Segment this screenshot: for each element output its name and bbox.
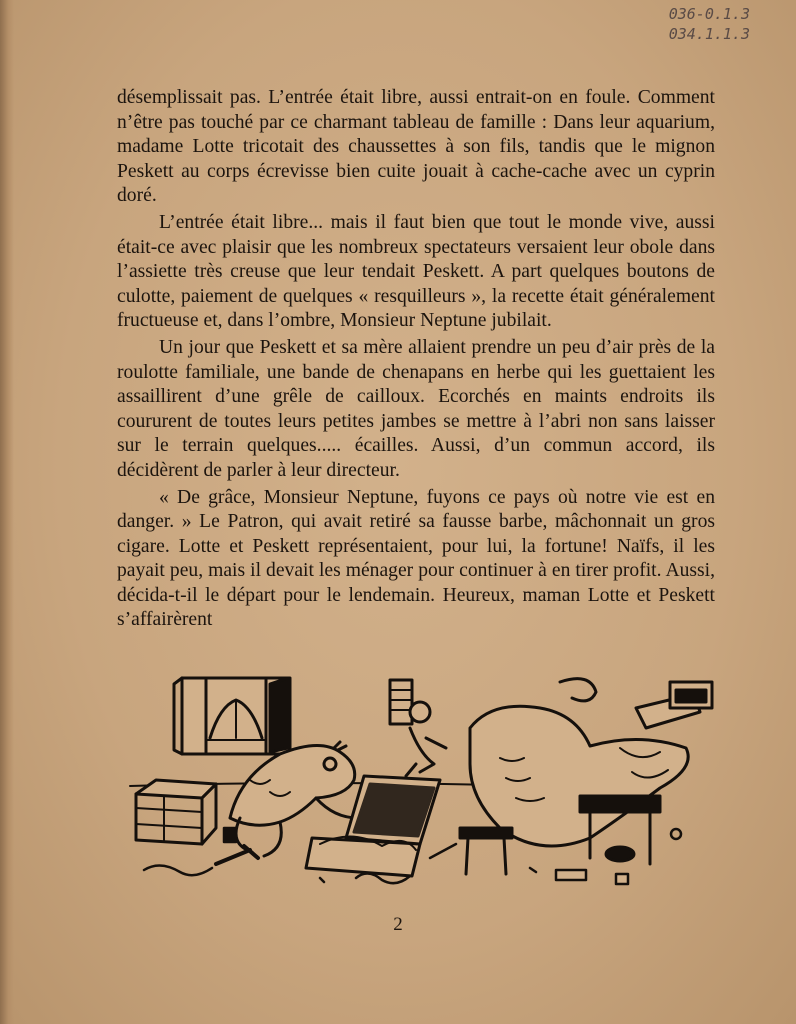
crate-drawing (136, 780, 216, 844)
packing-illustration (120, 668, 740, 898)
paragraph-1: désemplissait pas. L’entrée était libre, aussi entrait-on en foule. Comment n’être pas touché par ce charmant tableau de famille : Dans leur aquarium, madame Lotte tricotait des chaussettes à son fils, tandis que le mignon Peskett au corps écrevisse bien cuite jouait à cache-cache avec un cyprin doré. (117, 87, 715, 207)
page-number: 2 (393, 914, 403, 935)
paragraph-4: « De grâce, Monsieur Neptune, fuyons ce pays où notre vie est en danger. » Le Patron, qui avait retiré sa fausse barbe, mâchonnait un gros cigare. Lotte et Peskett représentaient, pour lui, la fortune! Naïfs, il les payait peu, mais il devait les ménager pour continuer à en tirer profit. Aussi, décida-t-il le départ pour le lendemain. Heureux, maman Lotte et Peskett s’affairèrent (117, 486, 715, 631)
archive-reference-line-2: 034.1.1.3 (668, 25, 750, 43)
paragraph-2: L’entrée était libre... mais il faut bien que tout le monde vive, aussi était-ce avec plaisir que les nombreux spectateurs versaient leur obole dans l’assiette très creuse que leur tendait Peskett. A part quelques boutons de culotte, paiement de quelques « resquilleurs », la recette était généralement fructueuse et, dans l’ombre, Monsieur Neptune jubilait. (117, 211, 715, 332)
page-edge-shadow (0, 0, 14, 1024)
paragraph-3: Un jour que Peskett et sa mère allaient prendre un peu d’air près de la roulotte familiale, une bande de chenapans en herbe qui les guettaient les assaillirent d’une grêle de cailloux. Ecorchés en maints endroits ils coururent de toutes leurs petites jambes se mettre à l’abri non sans laisser sur le terrain quelques..... écailles. Aussi, d’un commun accord, ils décidèrent de parler à leur directeur. (117, 336, 715, 481)
archive-reference (669, 4, 750, 44)
peskett-character-drawing (390, 680, 446, 776)
window-drawing (174, 678, 290, 754)
archive-reference-line-1: 036-0.1.3 (668, 5, 750, 23)
body-text (117, 86, 715, 633)
